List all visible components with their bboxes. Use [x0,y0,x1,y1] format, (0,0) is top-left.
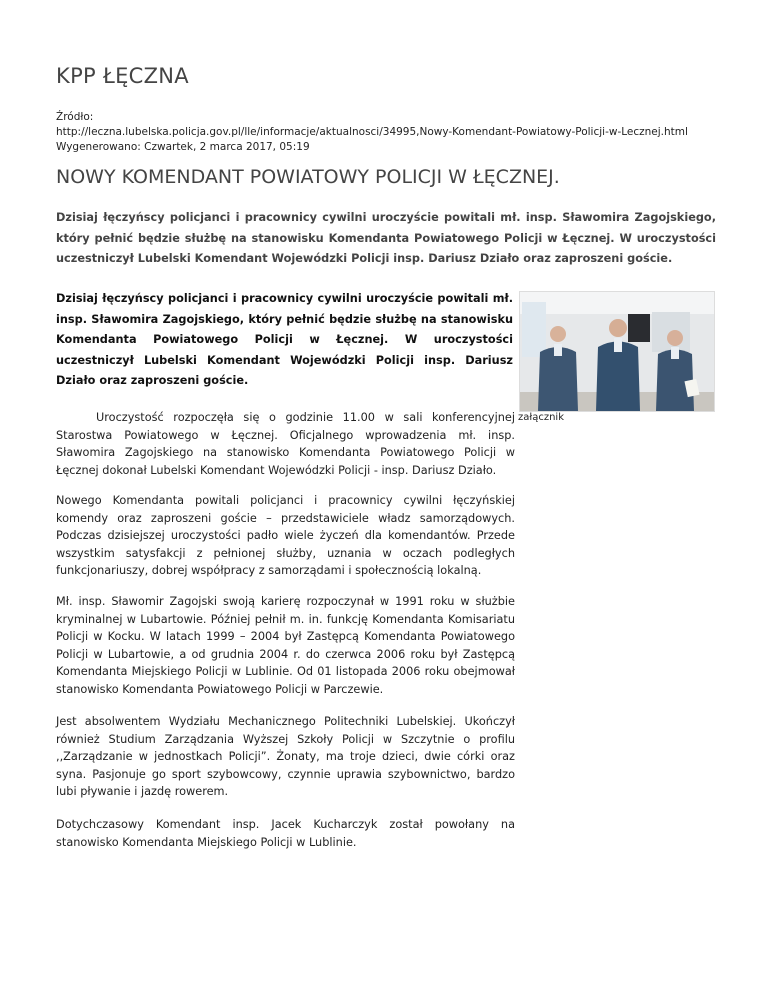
attachment-label[interactable]: załącznik [518,412,565,423]
article-paragraph-5: Dotychczasowy Komendant insp. Jacek Kucharczyk został powołany na stanowisko Komendanta Miejskiego Policji w Lublinie. [56,818,515,849]
source-url[interactable]: http://leczna.lubelska.policja.gov.pl/lle/informacje/aktualnosci/34995,Nowy-Komendant-Powiatowy-Policji-w-Lecznej.html [56,126,688,138]
generated-date: Wygenerowano: Czwartek, 2 marca 2017, 05:19 [56,141,310,153]
article-headline: NOWY KOMENDANT POWIATOWY POLICJI W ŁĘCZNEJ. [56,166,560,188]
document-meta [56,110,726,155]
article-lead: Dzisiaj łęczyńscy policjanci i pracownicy cywilni uroczyście powitali mł. insp. Sławomira Zagojskiego, który pełnić będzie służbę na stanowisku Komendanta Powiatowego Policji w Łęcznej. W uroczystości uczestniczył Lubelski Komendant Wojewódzki Policji insp. Dariusz Działo oraz zaproszeni goście. [56,211,716,265]
article-photo[interactable] [519,291,715,412]
site-title: KPP ŁĘCZNA [56,64,189,88]
article-lead-repeat: Dzisiaj łęczyńscy policjanci i pracownicy cywilni uroczyście powitali mł. insp. Sławomira Zagojskiego, który pełnić będzie służbę na stanowisku Komendanta Powiatowego Policji w Łęcznej. W uroczystości uczestniczył Lubelski Komendant Wojewódzki Policji insp. Dariusz Działo oraz zaproszeni goście. [56,292,513,387]
article-paragraph-1: Uroczystość rozpoczęła się o godzinie 11.00 w sali konferencyjnej Starostwa Powiatowego w Łęcznej. Oficjalnego wprowadzenia mł. insp. Sławomira Zagojskiego na stanowisko Komendanta Powiatowego Policji w Łęcznej dokonał Lubelski Komendant Wojewódzki Policji - insp. Dariusz Działo. [56,411,515,477]
article-paragraph-2: Nowego Komendanta powitali policjanci i pracownicy cywilni łęczyńskiej komendy oraz zaproszeni goście – przedstawiciele władz samorządowych. Podczas dzisiejszej uroczystości padło wiele życzeń dla komendantów. Przede wszystkim satysfakcji z pełnionej służby, uznania w oczach podległych funkcjonariuszy, dobrej współpracy z samorządami i społecznością lokalną. [56,494,515,578]
article-paragraph-3: Mł. insp. Sławomir Zagojski swoją karierę rozpoczynał w 1991 roku w służbie kryminalnej w Lubartowie. Później pełnił m. in. funkcję Komendanta Komisariatu Policji w Kocku. W latach 1999 – 2004 był Zastępcą Komendanta Powiatowego Policji w Lubartowie, a od grudnia 2004 r. do czerwca 2006 roku był Zastępcą Komendanta Miejskiego Policji w Lublinie. Od 01 listopada 2006 roku obejmował stanowisko Komendanta Powiatowego Policji w Parczewie. [56,595,515,696]
source-label: Źródło: [56,111,94,123]
article-paragraph-4: Jest absolwentem Wydziału Mechanicznego Politechniki Lubelskiej. Ukończył również Studium Zarządzania Wyższej Szkoły Policji w Szczytnie o profilu ,,Zarządzanie w jednostkach Policji”. Żonaty, ma troje dzieci, dwie córki oraz syna. Pasjonuje go sport szybowcowy, czynnie uprawia szybownictwo, bardzo lubi pływanie i jazdę rowerem. [56,715,515,799]
